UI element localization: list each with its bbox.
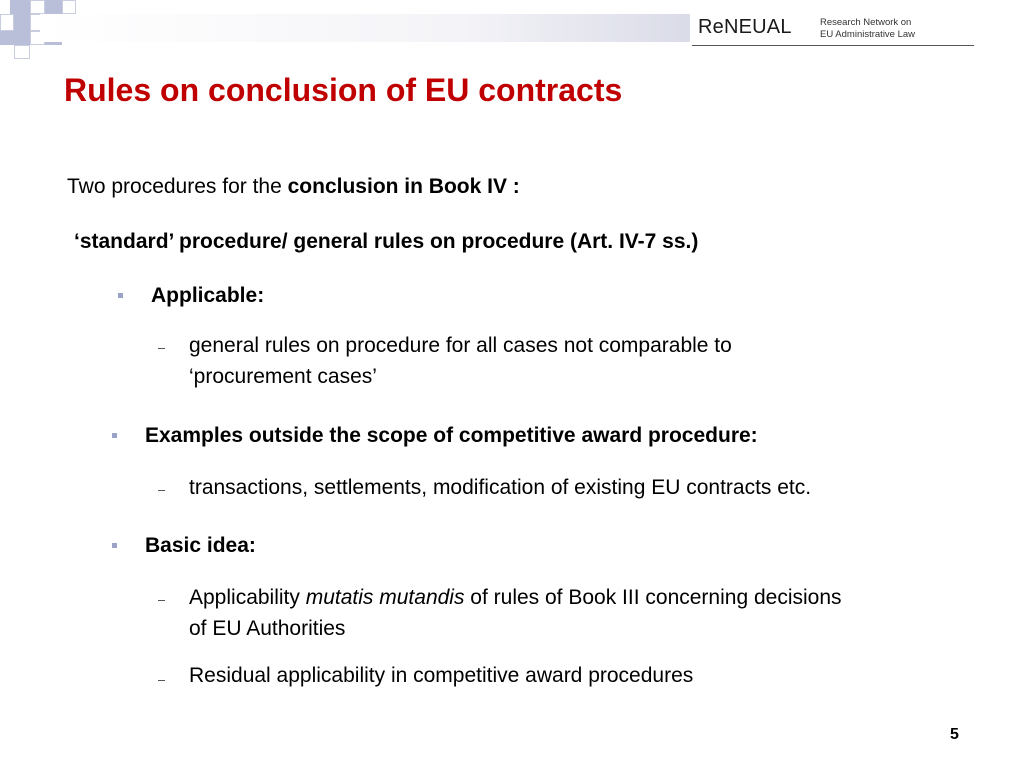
sub-bullet-text: general rules on procedure for all cases not comparable to [189, 334, 732, 357]
slide-title: Rules on conclusion of EU contracts [64, 72, 623, 108]
logo-tagline-line2: EU Administrative Law [820, 29, 916, 40]
sub-bullet-text [189, 586, 842, 610]
page-number: 5 [950, 726, 959, 743]
decorative-square [14, 14, 30, 31]
sub-bullet-text-part: of rules of Book III concerning decisions [464, 586, 842, 609]
sub-bullet-text: Residual applicability in competitive award procedures [189, 664, 694, 687]
decorative-square [30, 0, 45, 14]
logo-tagline [820, 17, 915, 41]
bullet-square-icon [118, 293, 123, 298]
latin-phrase: mutatis mutandis [305, 586, 465, 609]
decorative-square [62, 0, 76, 14]
dash-bullet-icon [158, 600, 165, 601]
decorative-square [45, 0, 62, 14]
sub-bullet-text: of EU Authorities [189, 617, 346, 640]
logo-wordmark: ReNEUAL [698, 16, 792, 38]
sub-bullet-text: transactions, settlements, modification of existing EU contracts etc. [189, 476, 812, 499]
dash-bullet-icon [158, 680, 165, 681]
dash-bullet-icon [158, 490, 165, 491]
bullet-label: Examples outside the scope of competitive award procedure: [145, 424, 758, 447]
sub-bullet-text-part: Applicability [189, 586, 306, 609]
procedure-subheading: ‘standard’ procedure/ general rules on procedure (Art. IV-7 ss.) [74, 230, 699, 253]
intro-emphasis: conclusion in Book IV : [287, 175, 520, 198]
bullet-label: Basic idea: [145, 534, 256, 557]
decorative-square [0, 14, 14, 31]
bullet-label: Applicable: [151, 284, 265, 307]
dash-bullet-icon [158, 348, 165, 349]
decorative-square [10, 0, 30, 14]
logo-tagline-line1: Research Network on [820, 17, 912, 28]
decorative-square [14, 45, 30, 59]
intro-text: Two procedures for the [67, 175, 288, 198]
bullet-square-icon [112, 543, 117, 548]
sub-bullet-text: ‘procurement cases’ [189, 365, 377, 388]
bullet-square-icon [112, 433, 117, 438]
intro-line [67, 175, 520, 199]
logo-underline [692, 45, 974, 46]
decorative-square [0, 31, 30, 45]
